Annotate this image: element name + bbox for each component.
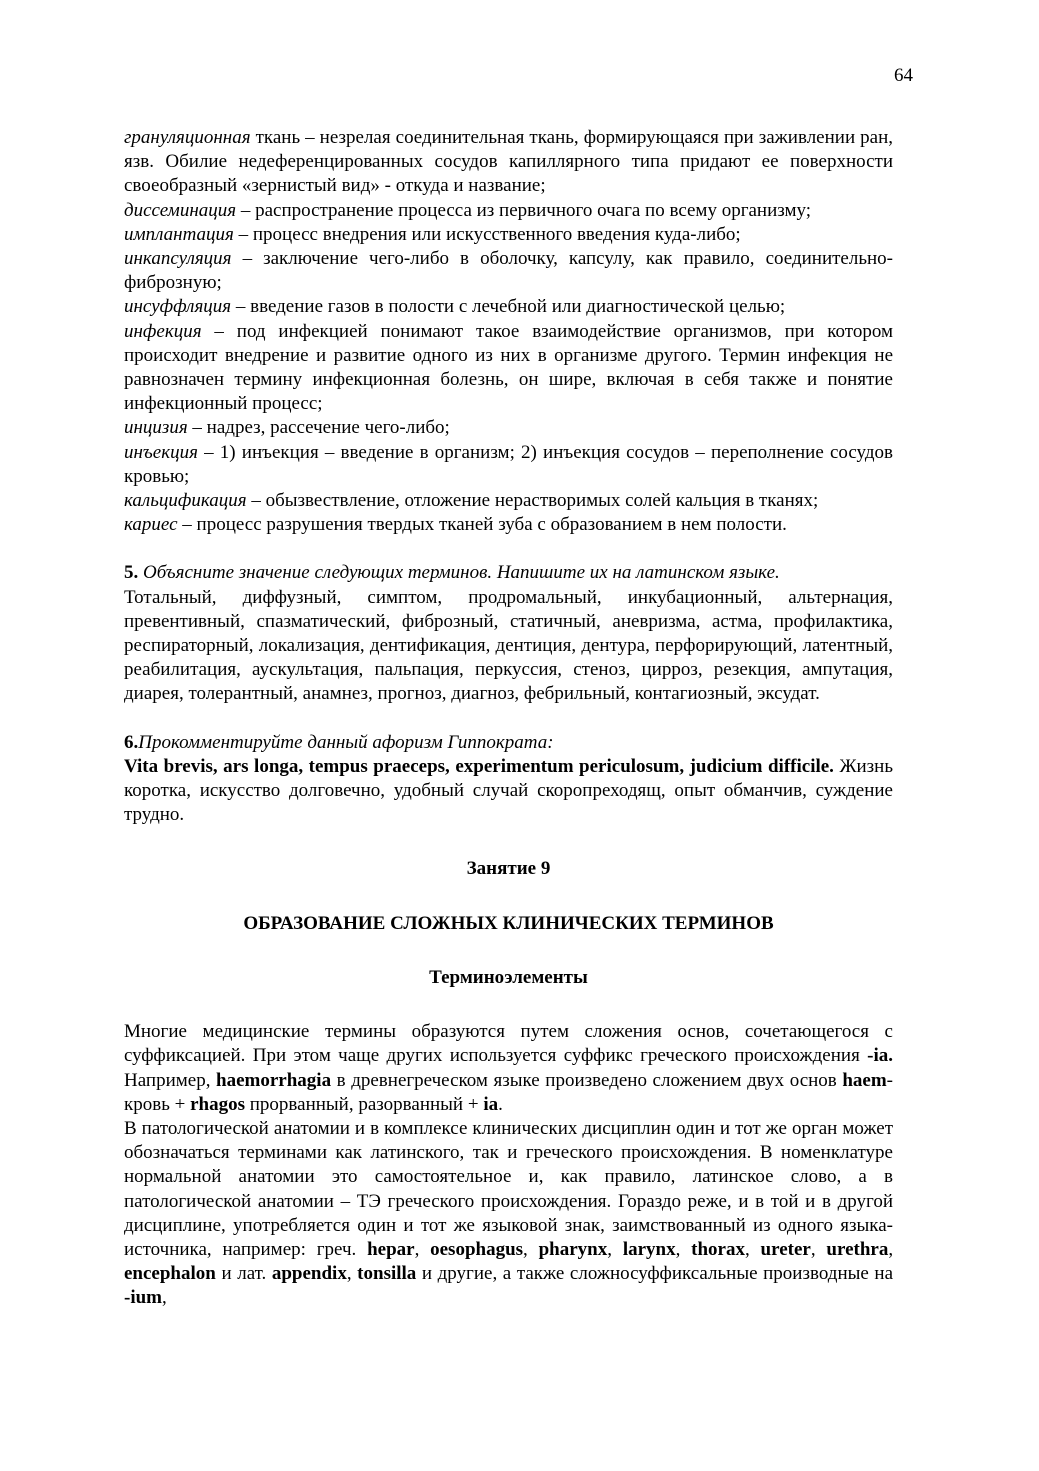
glossary-definition: – процесс внедрения или искусственного введения куда-либо; bbox=[233, 223, 741, 245]
task-instruction: Прокомментируйте данный афоризм Гиппократа: bbox=[138, 731, 554, 753]
task-5-terms: Тотальный, диффузный, симптом, продромальный, инкубационный, альтернация, превентивный, спазматический, фиброзный, статичный, аневризма, астма, профилактика, респираторный, локализация, дентификация, дентиция, дентура, перфорирующий, латентный, реабилитация, аускультация, пальпация, перкуссия, стеноз, цирроз, резекция, ампутация, диарея, толерантный, анамнез, прогноз, диагноз, фебрильный, контагиозный, эксудат. bbox=[124, 586, 893, 705]
paragraph-compound-terms bbox=[124, 1020, 893, 1117]
glossary-list bbox=[124, 126, 893, 537]
spacer bbox=[124, 827, 893, 857]
glossary-term: инсуффляция bbox=[124, 296, 232, 318]
spacer bbox=[124, 537, 893, 561]
page-content bbox=[124, 126, 893, 1311]
greek-term: thorax bbox=[691, 1238, 745, 1260]
glossary-definition: – под инфекцией понимают такое взаимодействие организмов, при котором происходит внедрение и развитие одного из них в организме другого. Термин инфекция не равнозначен термину инфекционная болезнь, он шире, включая в себя также и понятие инфекционный процесс; bbox=[124, 320, 893, 415]
glossary-definition: – 1) инъекция – введение в организм; 2) инъекция сосудов – переполнение сосудов кровью; bbox=[124, 441, 893, 487]
greek-term: larynx bbox=[622, 1238, 676, 1260]
glossary-term: инцизия bbox=[124, 417, 188, 439]
spacer bbox=[124, 936, 893, 966]
lesson-title: Занятие 9 bbox=[466, 858, 551, 880]
greek-term: pharynx bbox=[538, 1238, 608, 1260]
latin-term: appendix bbox=[271, 1263, 347, 1285]
example-term: haem bbox=[842, 1069, 887, 1091]
text-run: Многие медицинские термины образуются путем сложения основ, сочетающегося с суффиксацией. При этом чаще других используется суффикс греческого происхождения bbox=[124, 1021, 893, 1067]
text-run: - кровь + bbox=[124, 1069, 893, 1115]
greek-term: hepar bbox=[367, 1238, 415, 1260]
glossary-definition: – заключение чего-либо в оболочку, капсулу, как правило, соединительно-фиброзную; bbox=[124, 248, 893, 294]
glossary-term: кальцификация bbox=[124, 490, 247, 512]
section-subheading: Терминоэлементы bbox=[429, 966, 588, 988]
glossary-term: имплантация bbox=[124, 223, 234, 245]
task-instruction: Объясните значение следующих терминов. Напишите их на латинском языке. bbox=[138, 562, 780, 584]
glossary-definition: – надрез, рассечение чего-либо; bbox=[187, 417, 450, 439]
glossary-entry bbox=[124, 199, 893, 223]
latin-term: tonsilla bbox=[357, 1263, 417, 1285]
section-heading: ОБРАЗОВАНИЕ СЛОЖНЫХ КЛИНИЧЕСКИХ ТЕРМИНОВ bbox=[243, 912, 774, 934]
glossary-definition: – введение газов в полости с лечебной или диагностической целью; bbox=[231, 296, 786, 318]
glossary-entry bbox=[124, 126, 893, 199]
text-run: в древнегреческом языке произведено сложением двух основ bbox=[331, 1069, 843, 1091]
aphorism-translation: Жизнь коротка, искусство долговечно, удобный случай скоропреходящ, опыт обманчив, суждение трудно. bbox=[124, 755, 893, 826]
glossary-definition: – распространение процесса из первичного очага по всему организму; bbox=[236, 199, 812, 221]
text-run: Например, bbox=[124, 1069, 217, 1091]
glossary-definition: ткань – незрелая соединительная ткань, формирующаяся при заживлении ран, язв. Обилие недеференцированных сосудов капиллярного типа придают ее поверхности своеобразный «зернистый вид» - откуда и название; bbox=[124, 127, 893, 197]
task-5 bbox=[124, 561, 893, 706]
glossary-definition: – обызвествление, отложение нерастворимых солей кальция в тканях; bbox=[246, 490, 819, 512]
greek-term: oesophagus bbox=[430, 1238, 524, 1260]
text-run: . bbox=[498, 1093, 503, 1115]
task-6-prompt bbox=[124, 731, 893, 755]
greek-term: ureter bbox=[760, 1238, 811, 1260]
aphorism bbox=[124, 755, 893, 828]
suffix-term: -ium bbox=[124, 1287, 162, 1309]
example-term: rhagos bbox=[190, 1093, 245, 1115]
greek-term: urethra bbox=[826, 1238, 889, 1260]
glossary-term: инкапсуляция bbox=[124, 248, 232, 270]
suffix-term: -ia. bbox=[867, 1045, 893, 1067]
glossary-entry bbox=[124, 320, 893, 417]
text-run: прорванный, разорванный + bbox=[245, 1093, 484, 1115]
text-run: , bbox=[162, 1287, 167, 1309]
example-term: haemorrhagia bbox=[216, 1069, 332, 1091]
greek-term: encephalon bbox=[124, 1263, 216, 1285]
glossary-entry bbox=[124, 247, 893, 295]
page-number: 64 bbox=[894, 65, 913, 86]
task-5-prompt bbox=[124, 561, 893, 585]
glossary-entry bbox=[124, 416, 893, 440]
glossary-entry bbox=[124, 295, 893, 319]
spacer bbox=[124, 882, 893, 912]
glossary-definition: – процесс разрушения твердых тканей зуба с образованием в нем полости. bbox=[177, 514, 787, 536]
glossary-entry bbox=[124, 513, 893, 537]
paragraph-pathology-terms: В патологической анатомии и в комплексе клинических дисциплин один и тот же орган может обозначаться терминами как латинского, так и греческого происхождения. В номенклатуре нормальной анатомии это самостоятельное и, как правило, латинское слово, а в патологической анатомии – ТЭ греческого происхождения. Гораздо реже, и в той и в другой дисциплине, употребляется один и тот же языковой знак, заимствованный из одного языка-источника, например: греч. hepar, oesophagus, pharynx, larynx, thorax, ureter, urethra, encephalon и лат. appendix, tonsilla и другие, а также сложносуффиксальные производные на -ium, bbox=[124, 1117, 894, 1309]
glossary-entry bbox=[124, 489, 893, 513]
text-run: и другие, а также сложносуффиксальные производные на bbox=[416, 1263, 893, 1285]
example-term: ia bbox=[483, 1093, 499, 1115]
spacer bbox=[124, 990, 893, 1020]
glossary-term: грануляционная bbox=[124, 127, 251, 148]
task-number: 6. bbox=[124, 731, 139, 753]
glossary-term: диссеминация bbox=[124, 199, 237, 221]
task-6 bbox=[124, 731, 893, 828]
glossary-entry bbox=[124, 223, 893, 247]
glossary-entry bbox=[124, 441, 893, 489]
spacer bbox=[124, 707, 893, 731]
glossary-term: инфекция bbox=[124, 320, 202, 342]
text-run: В патологической анатомии и в комплексе клинических дисциплин один и тот же орган может обозначаться терминами как латинского, так и греческого происхождения. В номенклатуре нормальной анатомии это самостоятельное и, как правило, латинское слово, а в патологической анатомии – ТЭ греческого происхождения. Гораздо реже, и в той и в другой дисциплине, употребляется один и тот же языковой знак, заимствованный из одного языка-источника, например: греч. bbox=[124, 1117, 893, 1260]
task-number: 5. bbox=[124, 562, 139, 584]
glossary-term: инъекция bbox=[124, 441, 198, 463]
aphorism-latin: Vita brevis, ars longa, tempus praeceps, experimentum periculosum, judicium difficile. bbox=[124, 755, 834, 777]
glossary-term: кариес bbox=[124, 514, 178, 536]
text-run: и лат. bbox=[215, 1263, 272, 1285]
